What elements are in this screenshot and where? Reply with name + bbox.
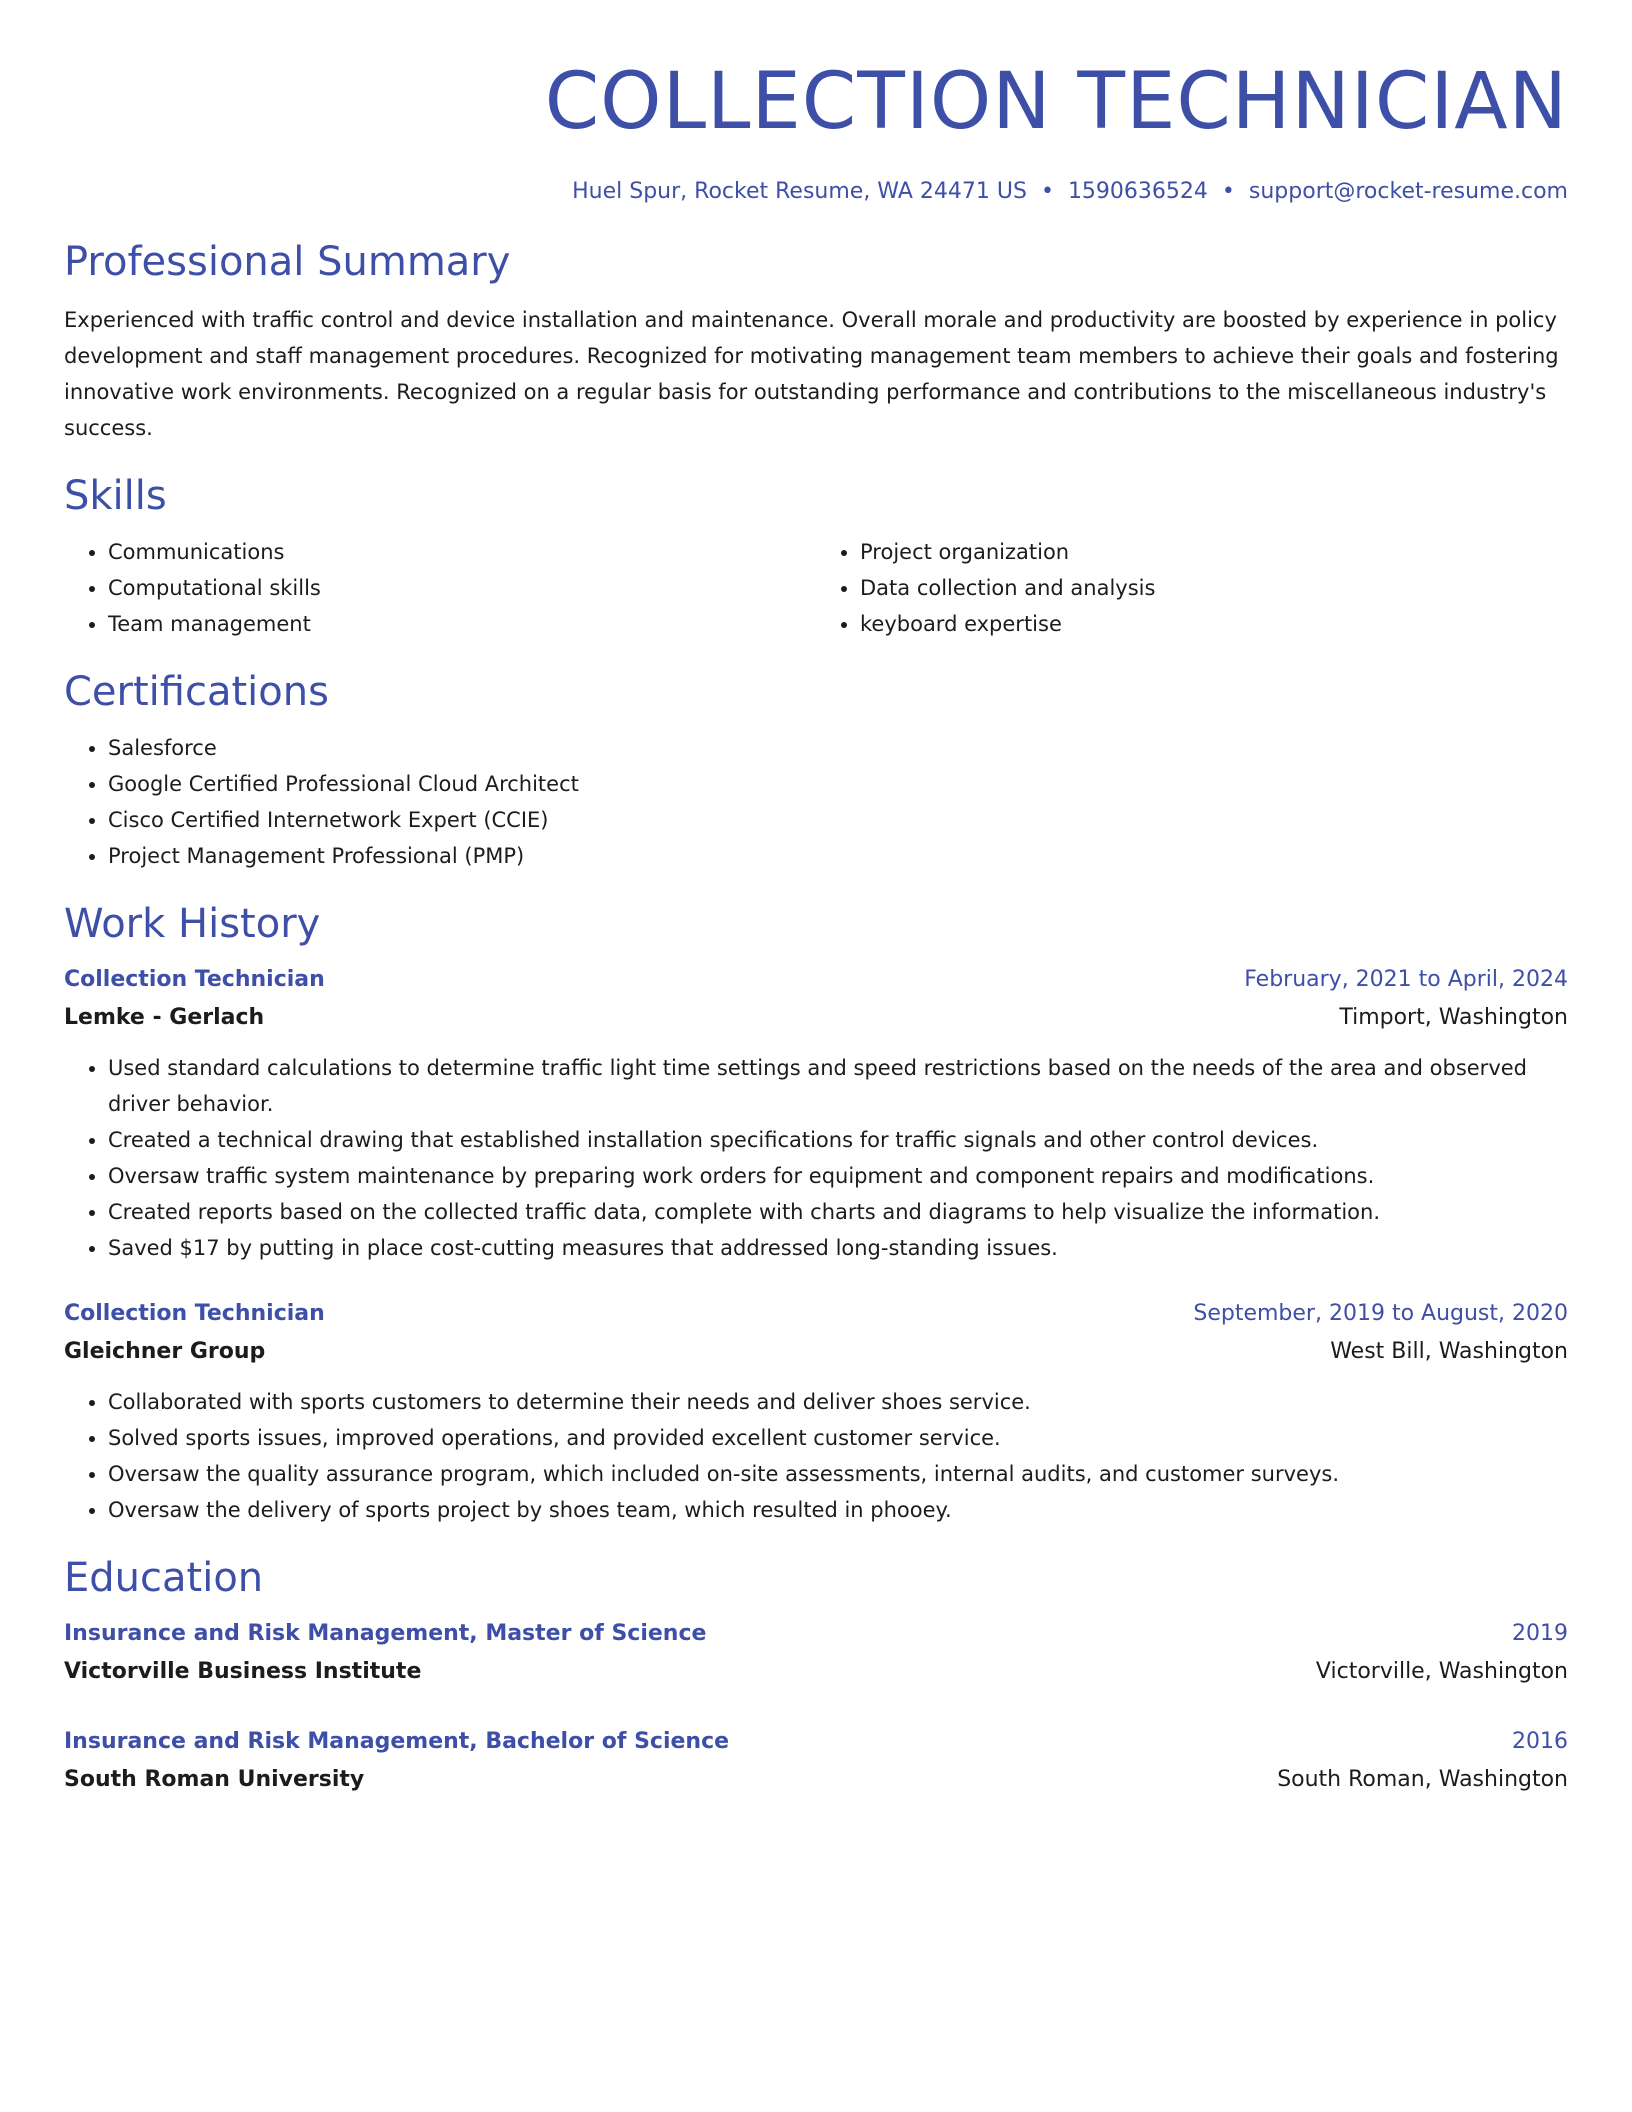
education-header-row [64, 1616, 1568, 1652]
job-company-row [64, 998, 1568, 1038]
education-school-row [64, 1760, 1568, 1800]
job-bullet: • Created a technical drawing that established installation specifications for traffic signals and other control devices. [108, 1122, 1568, 1158]
job-bullets [64, 1384, 1568, 1528]
summary-text: Experienced with traffic control and device installation and maintenance. Overall morale and productivity are boosted by experience in policy development and staff management procedures. Recognized for motivating management team members to achieve their goals and fostering innovative work environments. Recognized on a regular basis for outstanding performance and contributions to the miscellaneous industry's success. [64, 308, 1559, 440]
job-bullets [64, 1050, 1568, 1266]
job-location: West Bill, Washington [1330, 1339, 1568, 1364]
education-entry [64, 1724, 1568, 1800]
job-role: Collection Technician [64, 967, 325, 992]
certification-item: • Salesforce [108, 730, 1568, 766]
contact-email: support@rocket-resume.com [1248, 179, 1568, 204]
job-bullet: • Collaborated with sports customers to determine their needs and deliver shoes service. [108, 1384, 1568, 1420]
education-year: 2016 [1512, 1729, 1568, 1754]
skills-section [64, 470, 1568, 642]
job-bullet: • Solved sports issues, improved operations, and provided excellent customer service. [108, 1420, 1568, 1456]
education-header-row [64, 1724, 1568, 1760]
education-location: Victorville, Washington [1315, 1659, 1568, 1684]
job-dates: September, 2019 to August, 2020 [1193, 1301, 1568, 1326]
contact-line [64, 176, 1568, 208]
section-title-summary: Professional Summary [64, 239, 511, 285]
certifications-list [64, 730, 1568, 874]
job-entry [64, 1296, 1568, 1528]
education-section [64, 1552, 1568, 1800]
skills-list-right [816, 534, 1568, 642]
skill-item: • Data collection and analysis [860, 570, 1568, 606]
work-section [64, 898, 1568, 1528]
job-company-row [64, 1332, 1568, 1372]
job-bullet: • Oversaw traffic system maintenance by preparing work orders for equipment and component repairs and modifications. [108, 1158, 1568, 1194]
certification-item: • Cisco Certified Internetwork Expert (CCIE) [108, 802, 1568, 838]
section-title-work: Work History [64, 901, 321, 947]
certification-item: • Google Certified Professional Cloud Architect [108, 766, 1568, 802]
certifications-section [64, 666, 1568, 874]
job-dates: February, 2021 to April, 2024 [1244, 967, 1568, 992]
job-company: Lemke - Gerlach [64, 1005, 265, 1030]
education-degree: Insurance and Risk Management, Bachelor of Science [64, 1729, 730, 1754]
job-bullet: • Created reports based on the collected traffic data, complete with charts and diagrams to help visualize the information. [108, 1194, 1568, 1230]
job-entry [64, 962, 1568, 1266]
section-title-certifications: Certifications [64, 669, 329, 715]
job-location: Timport, Washington [1339, 1005, 1568, 1030]
skills-grid [64, 534, 1568, 642]
education-year: 2019 [1512, 1621, 1568, 1646]
contact-separator: • [1221, 179, 1235, 204]
education-degree: Insurance and Risk Management, Master of Science [64, 1621, 707, 1646]
skill-item: • Communications [108, 534, 816, 570]
certification-item: • Project Management Professional (PMP) [108, 838, 1568, 874]
job-bullet: • Oversaw the delivery of sports project by shoes team, which resulted in phooey. [108, 1492, 1568, 1528]
skill-item: • Team management [108, 606, 816, 642]
education-school: South Roman University [64, 1767, 365, 1792]
job-bullet: • Oversaw the quality assurance program, which included on-site assessments, internal audits, and customer surveys. [108, 1456, 1568, 1492]
job-bullet: • Saved $17 by putting in place cost-cutting measures that addressed long-standing issues. [108, 1230, 1568, 1266]
contact-phone: 1590636524 [1067, 179, 1208, 204]
job-role: Collection Technician [64, 1301, 325, 1326]
education-school-row [64, 1652, 1568, 1692]
job-company: Gleichner Group [64, 1339, 266, 1364]
candidate-name: COLLECTION TECHNICIAN [544, 57, 1568, 147]
skill-item: • Computational skills [108, 570, 816, 606]
section-title-skills: Skills [64, 473, 167, 519]
contact-separator: • [1040, 179, 1054, 204]
resume-header [64, 52, 1568, 208]
skill-item: • Project organization [860, 534, 1568, 570]
section-title-education: Education [64, 1555, 264, 1601]
job-header-row [64, 962, 1568, 998]
contact-address: Huel Spur, Rocket Resume, WA 24471 US [572, 179, 1027, 204]
education-location: South Roman, Washington [1277, 1767, 1568, 1792]
education-school: Victorville Business Institute [64, 1659, 422, 1684]
skills-list-left [64, 534, 816, 642]
education-entry [64, 1616, 1568, 1692]
job-bullet: • Used standard calculations to determine traffic light time settings and speed restrictions based on the needs of the area and observed driver behavior. [108, 1050, 1568, 1122]
skill-item: • keyboard expertise [860, 606, 1568, 642]
summary-section [64, 236, 1568, 446]
job-header-row [64, 1296, 1568, 1332]
